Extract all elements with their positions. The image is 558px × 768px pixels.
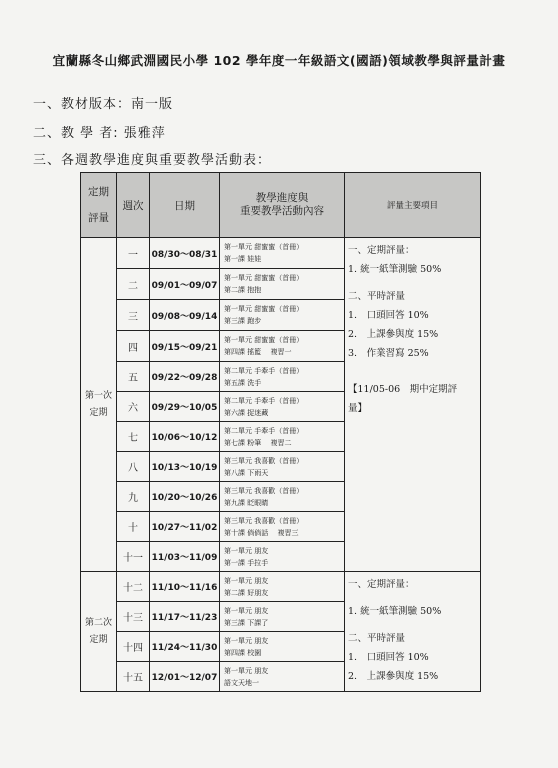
week-cell: 十五 [117,662,150,692]
table-row [81,238,481,269]
content-cell [220,392,345,422]
content-cell [220,662,345,692]
stage-label-line1: 第一次 [84,390,112,401]
content-line: 第一單元 甜蜜蜜（首冊） [224,274,304,282]
content-line: 第四課 校園 [224,648,262,657]
header-content-line2: 重要教學活動內容 [240,205,324,217]
week-cell: 五 [117,362,150,392]
eval-line: 【11/05-06 期中定期評 [348,384,458,395]
content-line: 第一單元 朋友 [224,576,269,585]
eval-line: 2. 上課參與度 15% [348,671,439,682]
week-cell: 七 [117,422,150,452]
content-line: 第六課 捉迷藏 [224,408,269,417]
date-cell: 09/15～09/21 [150,331,220,362]
week-cell: 八 [117,452,150,482]
content-cell [220,542,345,572]
header-date: 日期 [150,173,220,238]
content-line: 第三單元 我喜歡（首冊） [224,486,304,495]
content-cell [220,331,345,362]
date-cell: 09/22～09/28 [150,362,220,392]
content-line: 第三課 下課了 [224,618,269,627]
eval-line: 二、平時評量 [348,291,406,302]
eval-line: 2. 上課參與度 15% [348,329,439,340]
date-cell: 10/13～10/19 [150,452,220,482]
eval-line: 1. 口頭回答 10% [348,310,429,321]
date-cell: 09/29～10/05 [150,392,220,422]
content-cell [220,572,345,602]
eval-spacer [348,363,480,380]
eval-line: 1. 統一紙筆測驗 50% [348,264,442,275]
eval-cell [345,572,481,692]
content-line: 語文天地一 [224,678,259,687]
section-schedule-heading: 三、各週教學進度與重要教學活動表： [33,153,272,168]
eval-line: 1. 統一紙筆測驗 50% [348,606,442,617]
content-line: 第二課 抱抱 [224,286,262,294]
header-content-line1: 教學進度與 [255,192,309,204]
table-row [81,572,481,602]
content-line: 第一單元 朋友 [224,666,269,675]
eval-line: 二、平時評量 [348,633,406,644]
header-stage [81,173,117,238]
stage-cell [81,572,117,692]
header-stage-line2: 評量 [88,212,109,224]
week-cell: 十二 [117,572,150,602]
eval-line: 3. 作業習寫 25% [348,348,429,359]
eval-line: 一、定期評量： [348,579,415,590]
eval-spacer [348,279,480,287]
date-cell: 11/17～11/23 [150,602,220,632]
content-cell [220,452,345,482]
content-line: 第七課 粉筆 複習二 [224,438,292,447]
content-cell [220,300,345,331]
section-textbook: 一、教材版本：南一版 [33,97,174,112]
content-line: 第四課 搖籃 複習一 [224,348,292,356]
content-cell [220,512,345,542]
stage-label-line1: 第二次 [84,617,112,628]
content-line: 第一單元 朋友 [224,636,269,645]
eval-line: 1. 口頭回答 10% [348,652,429,663]
content-line: 第二課 好朋友 [224,588,269,597]
section-teacher: 二、教 學 者: 張雅萍 [33,126,166,141]
week-cell: 二 [117,269,150,300]
eval-line: 一、定期評量： [348,245,415,256]
week-cell: 十三 [117,602,150,632]
content-cell [220,632,345,662]
week-cell: 十 [117,512,150,542]
date-cell: 09/08～09/14 [150,300,220,331]
content-line: 第五課 洗手 [224,378,262,387]
week-cell: 十四 [117,632,150,662]
date-cell: 11/24～11/30 [150,632,220,662]
eval-line: 量】 [348,403,368,414]
date-cell: 10/27～11/02 [150,512,220,542]
content-line: 第三單元 我喜歡（首冊） [224,516,304,525]
date-cell: 11/10～11/16 [150,572,220,602]
week-cell: 一 [117,238,150,269]
date-cell: 11/03～11/09 [150,542,220,572]
content-line: 第一課 手拉手 [224,558,269,567]
content-line: 第二單元 手牽手（首冊） [224,396,304,405]
table-header-row [81,173,481,238]
content-line: 第一單元 甜蜜蜜（首冊） [224,305,304,313]
week-cell: 九 [117,482,150,512]
content-cell [220,482,345,512]
week-cell: 四 [117,331,150,362]
content-line: 第一單元 朋友 [224,546,269,555]
content-line: 第十課 倘倘話 複習三 [224,528,299,537]
header-week: 週次 [117,173,150,238]
content-line: 第一單元 甜蜜蜜（首冊） [224,243,304,251]
content-cell [220,602,345,632]
content-cell [220,362,345,392]
week-cell: 三 [117,300,150,331]
content-cell [220,422,345,452]
content-line: 第一單元 朋友 [224,606,269,615]
content-line: 第三單元 我喜歡（首冊） [224,456,304,465]
stage-cell [81,238,117,572]
date-cell: 12/01～12/07 [150,662,220,692]
content-line: 第三課 跑步 [224,317,262,325]
header-content [220,173,345,238]
eval-spacer [348,594,480,602]
content-line: 第八課 下雨天 [224,468,269,477]
header-eval: 評量主要項目 [345,173,481,238]
week-cell: 十一 [117,542,150,572]
content-line: 第九課 眨眼睛 [224,498,269,507]
schedule-table [80,172,481,692]
date-cell: 10/06～10/12 [150,422,220,452]
page-title: 宜蘭縣冬山鄉武淵國民小學 102 學年度一年級語文(國語)領域教學與評量計畫 [52,53,506,68]
content-cell [220,238,345,269]
content-cell [220,269,345,300]
content-line: 第二單元 手牽手（首冊） [224,366,304,375]
stage-label-line2: 定期 [89,407,108,418]
eval-cell [345,238,481,572]
eval-spacer [348,621,480,629]
content-line: 第一課 娃娃 [224,255,262,263]
content-line: 第一單元 甜蜜蜜（首冊） [224,336,304,344]
week-cell: 六 [117,392,150,422]
date-cell: 09/01～09/07 [150,269,220,300]
stage-label-line2: 定期 [89,634,108,645]
date-cell: 10/20～10/26 [150,482,220,512]
content-line: 第二單元 手牽手（首冊） [224,426,304,435]
date-cell: 08/30～08/31 [150,238,220,269]
header-stage-line1: 定期 [88,186,109,198]
